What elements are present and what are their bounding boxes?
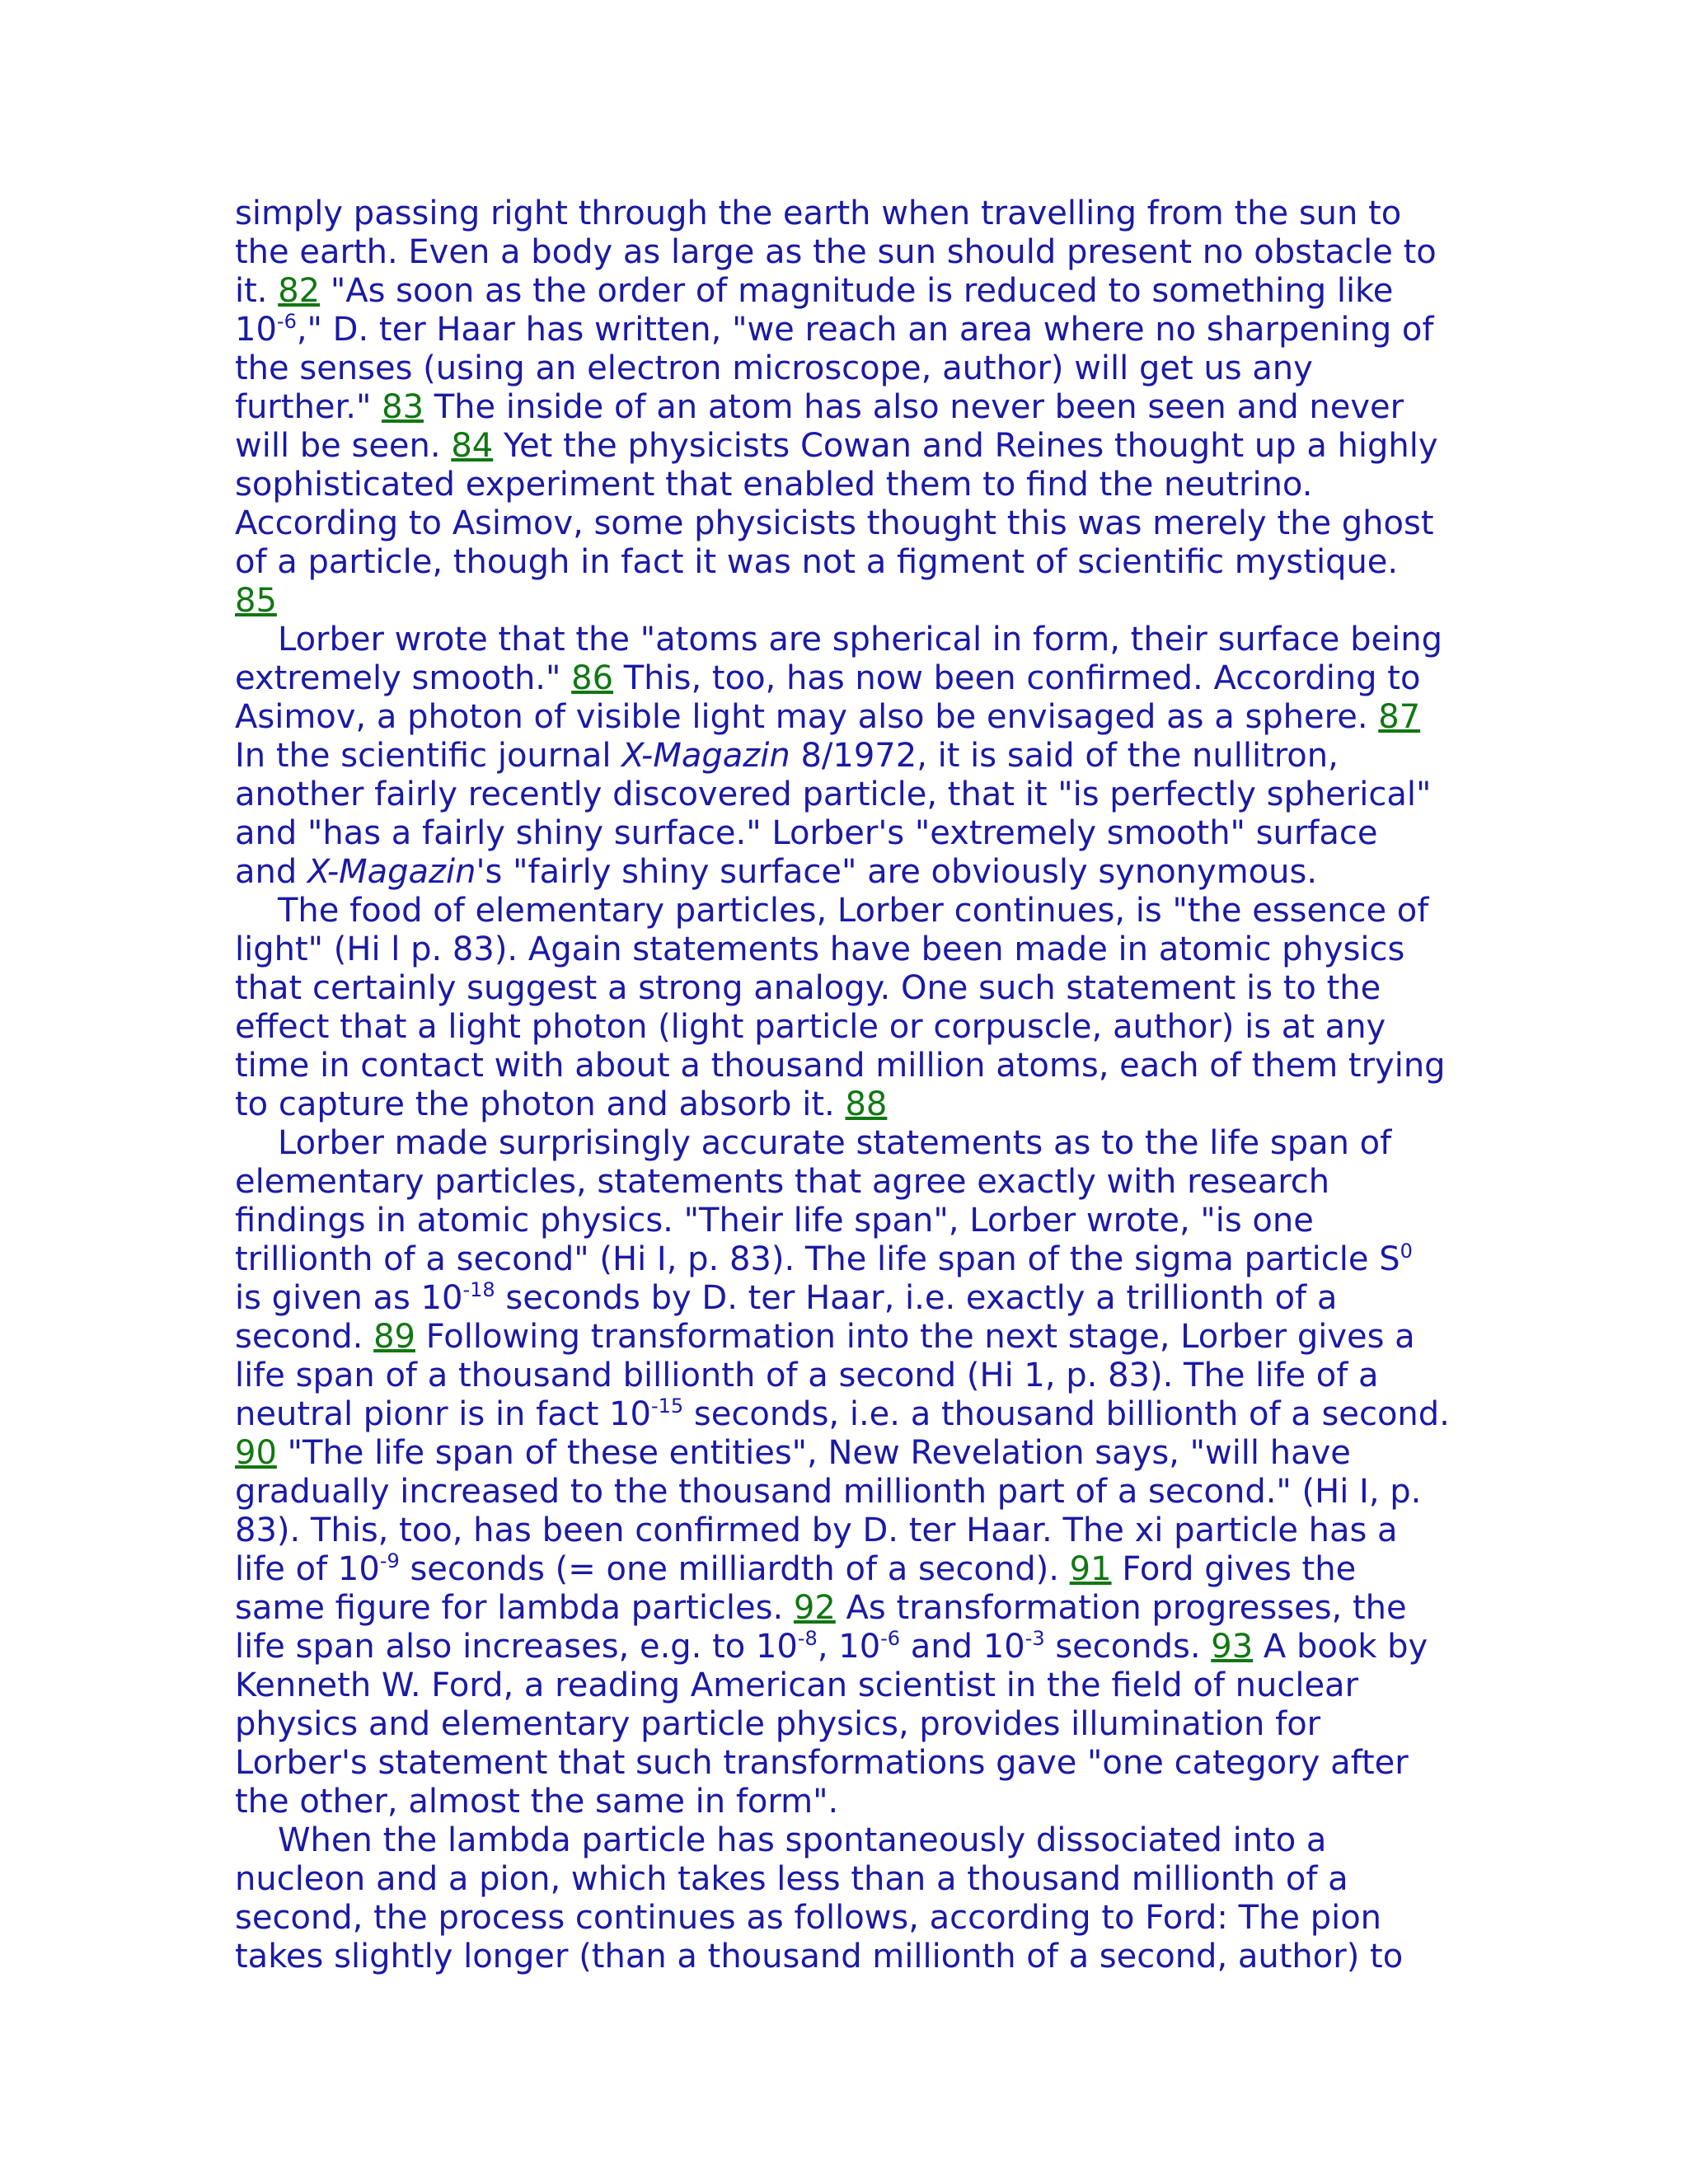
text-span: Kenneth W. Ford, a reading American scientist in the field of nuclear — [235, 1666, 1359, 1704]
footnote-link-85[interactable]: 85 — [235, 582, 277, 620]
exponent: -3 — [1025, 1627, 1045, 1650]
text-line — [235, 233, 1471, 272]
text-span: nucleon and a pion, which takes less than a thousand millionth of a — [235, 1860, 1348, 1898]
footnote-link-93[interactable]: 93 — [1211, 1628, 1254, 1666]
text-span: of a particle, though in fact it was not a figment of scientific mystique. — [235, 543, 1399, 581]
text-span: it. — [235, 272, 279, 310]
text-line — [235, 930, 1471, 969]
text-line — [235, 388, 1471, 427]
text-span: 83). This, too, has been confirmed by D. ter Haar. The xi particle has a — [235, 1511, 1398, 1549]
text-span: and — [235, 853, 307, 891]
text-line — [235, 1705, 1471, 1744]
text-span: According to Asimov, some physicists thought this was merely the ghost — [235, 504, 1434, 542]
text-line — [235, 1550, 1471, 1589]
text-span: Asimov, a photon of visible light may also be envisaged as a sphere. — [235, 698, 1379, 736]
footnote-link-82[interactable]: 82 — [278, 272, 321, 310]
text-line — [235, 776, 1471, 814]
journal-title: X-Magazin — [307, 853, 476, 891]
text-span: the earth. Even a body as large as the sun should present no obstacle to — [235, 233, 1437, 271]
footnote-link-84[interactable]: 84 — [451, 427, 494, 465]
text-span: seconds by D. ter Haar, i.e. exactly a trillionth of a — [495, 1279, 1338, 1317]
footnote-link-91[interactable]: 91 — [1069, 1550, 1112, 1588]
text-line — [235, 1473, 1471, 1511]
text-span: life span of a thousand billionth of a second (Hi 1, p. 83). The life of a — [235, 1357, 1379, 1394]
text-line — [235, 1511, 1471, 1550]
text-line — [235, 1744, 1471, 1783]
journal-title: X-Magazin — [621, 737, 790, 775]
text-span: 8/1972, it is said of the nullitron, — [790, 737, 1339, 775]
text-line — [235, 737, 1471, 776]
text-span: As transformation progresses, the — [835, 1589, 1407, 1627]
text-span: takes slightly longer (than a thousand millionth of a second, author) to — [235, 1938, 1404, 1975]
text-span: sophisticated experiment that enabled them to find the neutrino. — [235, 466, 1313, 504]
text-line — [235, 1202, 1471, 1240]
text-line — [235, 1589, 1471, 1628]
text-span: simply passing right through the earth when travelling from the sun to — [235, 194, 1402, 232]
text-span: seconds. — [1044, 1628, 1212, 1666]
text-span: "The life span of these entities", New Revelation says, "will have — [276, 1434, 1351, 1472]
text-span: neutral pionr is in fact 10 — [235, 1395, 651, 1433]
text-span: Following transformation into the next stage, Lorber gives a — [415, 1318, 1415, 1356]
text-line — [235, 1124, 1471, 1163]
text-span: Lorber's statement that such transformations gave "one category after — [235, 1744, 1409, 1782]
text-line — [235, 1821, 1471, 1860]
document-page — [235, 194, 1471, 1976]
text-line — [235, 1395, 1471, 1434]
text-span: life span also increases, e.g. to 10 — [235, 1628, 798, 1666]
text-span: elementary particles, statements that agree exactly with research — [235, 1163, 1330, 1201]
exponent: 0 — [1400, 1240, 1413, 1263]
text-span: When the lambda particle has spontaneously dissociated into a — [278, 1821, 1327, 1859]
text-line — [235, 853, 1471, 892]
text-span: further." — [235, 388, 382, 426]
text-line — [235, 892, 1471, 930]
exponent: -6 — [276, 310, 297, 333]
text-line — [235, 1434, 1471, 1473]
text-span: Ford gives the — [1111, 1550, 1357, 1588]
text-span: life of 10 — [235, 1550, 380, 1588]
footnote-link-89[interactable]: 89 — [373, 1318, 415, 1356]
text-span: The inside of an atom has also never been seen and never — [424, 388, 1404, 426]
text-span: physics and elementary particle physics, provides illumination for — [235, 1705, 1321, 1743]
text-span: Yet the physicists Cowan and Reines thought up a highly — [493, 427, 1438, 465]
text-span: same figure for lambda particles. — [235, 1589, 794, 1627]
text-line — [235, 1047, 1471, 1085]
exponent: -18 — [462, 1278, 495, 1301]
text-span: seconds (= one milliardth of a second). — [399, 1550, 1070, 1588]
text-span: extremely smooth." — [235, 659, 572, 697]
footnote-link-86[interactable]: 86 — [571, 659, 614, 697]
text-span: another fairly recently discovered particle, that it "is perfectly spherical" — [235, 776, 1432, 813]
text-span: findings in atomic physics. "Their life span", Lorber wrote, "is one — [235, 1202, 1314, 1240]
text-span: effect that a light photon (light particle or corpuscle, author) is at any — [235, 1008, 1386, 1046]
text-span: 's "fairly shiny surface" are obviously synonymous. — [476, 853, 1318, 891]
text-line — [235, 1240, 1471, 1279]
text-span: that certainly suggest a strong analogy. One such statement is to the — [235, 969, 1381, 1007]
text-line — [235, 1860, 1471, 1899]
exponent: -15 — [651, 1394, 684, 1418]
text-line — [235, 349, 1471, 388]
exponent: -6 — [880, 1627, 901, 1650]
text-span: The food of elementary particles, Lorber continues, is "the essence of — [278, 892, 1429, 930]
text-line — [235, 1899, 1471, 1938]
text-span: second. — [235, 1318, 374, 1356]
text-line — [235, 1783, 1471, 1821]
footnote-link-87[interactable]: 87 — [1378, 698, 1421, 736]
text-line — [235, 969, 1471, 1008]
text-line — [235, 272, 1471, 311]
text-line — [235, 1938, 1471, 1976]
text-span: A book by — [1253, 1628, 1428, 1666]
text-line — [235, 1357, 1471, 1395]
text-span: , 10 — [817, 1628, 881, 1666]
text-line — [235, 1666, 1471, 1705]
text-span: and 10 — [900, 1628, 1025, 1666]
text-line — [235, 1085, 1471, 1124]
text-span: second, the process continues as follows, according to Ford: The pion — [235, 1899, 1382, 1937]
text-line — [235, 311, 1471, 349]
footnote-link-83[interactable]: 83 — [382, 388, 424, 426]
text-line — [235, 659, 1471, 698]
text-span: the senses (using an electron microscope, author) will get us any — [235, 349, 1313, 387]
text-span: light" (Hi l p. 83). Again statements have been made in atomic physics — [235, 930, 1405, 968]
text-line — [235, 427, 1471, 466]
text-span: 10 — [235, 311, 277, 349]
text-line — [235, 582, 1471, 621]
exponent: -9 — [379, 1549, 400, 1572]
text-span: will be seen. — [235, 427, 452, 465]
text-line — [235, 504, 1471, 543]
footnote-link-90[interactable]: 90 — [235, 1434, 277, 1472]
text-line — [235, 621, 1471, 659]
text-line — [235, 1008, 1471, 1047]
text-line — [235, 1279, 1471, 1318]
text-span: and "has a fairly shiny surface." Lorber's "extremely smooth" surface — [235, 814, 1378, 852]
text-span: "As soon as the order of magnitude is reduced to something like — [320, 272, 1394, 310]
text-span: is given as 10 — [235, 1279, 463, 1317]
text-span: Lorber wrote that the "atoms are spherical in form, their surface being — [278, 621, 1442, 658]
text-line — [235, 1318, 1471, 1357]
text-line — [235, 194, 1471, 233]
footnote-link-88[interactable]: 88 — [845, 1085, 888, 1123]
text-line — [235, 698, 1471, 737]
text-span: This, too, has now been confirmed. According to — [613, 659, 1421, 697]
text-line — [235, 814, 1471, 853]
text-span: the other, almost the same in form". — [235, 1783, 839, 1821]
exponent: -8 — [797, 1627, 818, 1650]
text-span: time in contact with about a thousand million atoms, each of them trying — [235, 1047, 1446, 1085]
text-line — [235, 1163, 1471, 1202]
text-span: trillionth of a second" (Hi I, p. 83). The life span of the sigma particle S — [235, 1240, 1400, 1278]
text-span: Lorber made surprisingly accurate statements as to the life span of — [278, 1124, 1392, 1162]
text-line — [235, 543, 1471, 582]
text-span: gradually increased to the thousand millionth part of a second." (Hi I, p. — [235, 1473, 1422, 1511]
footnote-link-92[interactable]: 92 — [793, 1589, 836, 1627]
text-span: In the scientific journal — [235, 737, 622, 775]
text-line — [235, 466, 1471, 504]
text-span: ," D. ter Haar has written, "we reach an area where no sharpening of — [296, 311, 1434, 349]
text-line — [235, 1628, 1471, 1666]
text-span: seconds, i.e. a thousand billionth of a second. — [683, 1395, 1450, 1433]
text-span: to capture the photon and absorb it. — [235, 1085, 846, 1123]
